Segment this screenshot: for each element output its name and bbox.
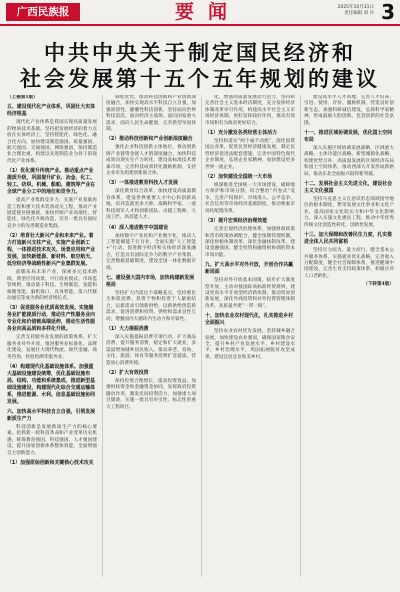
section-heading: （3）一体推进教育科技人才发展: [106, 180, 178, 187]
paragraph: 提高产业集群竞争力，实施产业基础再造工程和重大技术装备攻关工程，推动产业链延链补链强链，加快传统产业高端化、智能化、绿色化升级改造，培育一批具有国际竞争力的先进制造业集群。: [7, 198, 97, 229]
article-column-4: [304, 95, 394, 577]
section-heading: 十二、发展社会主义先进文化，建设社会主义文化强国: [304, 181, 393, 195]
newspaper-logo: 广西民族报: [6, 3, 80, 21]
section-heading: （1）优化提升传统产业。推动重点产业提质升级，巩固提升矿业、冶金、化工、轻工、纺织、机械、船舶、建筑等产业在全球产业分工中的地位和竞争力。: [7, 168, 96, 196]
issue-info: [338, 5, 374, 17]
section-heading: （1）加强原始创新和关键核心技术攻关: [7, 459, 94, 466]
paragraph: 化，增强高质量发展动力活力，坚持和完善社会主义基本经济制度，充分发挥经济体制改革牵引作用，构建高水平社会主义市场经济体制，更好发挥政府作用，推动有效市场和有为政府更好结合。: [205, 95, 295, 126]
article-column-2: [106, 95, 196, 577]
section-heading: 十三、加大保障和改善民生力度，扎实推进全体人民共同富裕: [304, 232, 393, 246]
paragraph: 坚持马克思主义在意识形态领域指导地位的根本制度，繁荣发展文化事业和文化产业，提高国家文化软实力和中华文化影响力，深入实施文化惠民工程，推动中华优秀传统文化创造性转化、创新性发展。: [304, 197, 394, 228]
masthead-divider: [0, 24, 400, 26]
section-heading: 六、加快高水平科技自立自强，引领发展新质生产力: [7, 408, 96, 422]
issue-editor: 责任编辑 刘 丹: [344, 11, 374, 16]
article-column-1: [7, 95, 97, 577]
paragraph: 制度优势，推动科技创新和产业创新深度融合，加快实现高水平科技自立自强，加强原创性、颠覆性科技创新，坚持面向世界科技前沿、面向经济主战场、面向国家重大需求、面向人民生命健康，完善新型举国体制。: [106, 95, 196, 133]
paragraph: 完善支持服务业发展的政策体系，扩大服务业对外开放，推进服务业标准化、品牌化建设，发展壮大现代物流、现代金融、商务咨询、检验检测等服务业。: [7, 335, 97, 360]
paragraph: 科技创新是发展新质生产力的核心要素。抢抓新一轮科技革命和产业变革历史机遇，统筹教育强国、科技强国、人才强国建设，提升国家创新体系整体效能，全面增强自主创新能力。: [7, 424, 97, 456]
paragraph: 坚持农业农村优先发展，坚持城乡融合发展，加快建设农业强国，确保国家粮食安全，提升乡村产业发展水平、乡村建设水平、乡村治理水平，巩固拓展脱贫攻坚成果，建设宜居宜业和美乡村。: [205, 329, 295, 360]
paragraph: 坚持对外开放基本国策，稳步扩大制度型开放，主动对接国际高标准经贸规则，建设更高水平开放型经济新体制，推动贸易创新发展，深化外商投资和对外投资管理体制改革，高质量共建“一带一路”。: [205, 278, 295, 309]
paragraph: 完善宏观经济治理体系，加强财政政策和货币政策协调配合，健全预期管理机制，深化财税体制改革，深化金融体制改革，建设金融强国，健全投资和融资相协调的资本市场功能。: [205, 227, 295, 258]
continuation-note: （上接第1版）: [7, 95, 38, 100]
issue-date: 2025年10月31日: [337, 5, 374, 10]
paragraph: 强化企业科技创新主体地位，推动创新链产业链资金链人才链深度融合，加快科技成果向现实生产力转化，建设高标准技术要素市场，完善科技成果转化激励机制，支持企业牵头组建创新联合体。: [106, 145, 196, 177]
article-column-3: [205, 95, 295, 577]
section-heading: （2）加快建设全国统一大市场: [205, 174, 272, 181]
paragraph: 深入实施区域协调发展战略、区域重大战略、主体功能区战略、新型城镇化战略，构建优势互补、高质量发展的区域经济布局和国土空间体系，推动西部大开发形成新格局，推动东北全面振兴取得新突破。: [304, 146, 394, 177]
paragraph: 加快数字产业化和产业数字化，推动人工智能赋能千行百业，全面实施“人工智能+”行动，促进数字经济和实体经济深度融合，打造具有国际竞争力的数字产业集群，完善数据基础制度，建设全国一体化数据市场。: [106, 233, 196, 271]
section-heading: （1）充分激发各类经营主体活力: [205, 130, 277, 137]
paragraph: 保持投资合理增长，提高投资效益，加强财政资金和金融资金协同，发挥政府投资撬动作用，激发民间投资活力，加强重大项目储备，实施一批具有牵引性、标志性的重大工程项目。: [106, 379, 196, 410]
section-heading: （1）大力提振消费: [106, 325, 149, 332]
section-heading: 七、建设强大国内市场，加快构建新发展格局: [106, 274, 195, 288]
masthead: [0, 0, 400, 24]
paragraph: 深入实施提振消费专项行动，扩大商品消费，提升服务消费，稳定和扩大就业，多渠道增加城乡居民收入，推动养老、育幼、文化、旅游、体育等服务消费扩容提质，营造放心消费环境。: [106, 334, 196, 366]
section-heading: 十一、推进区域协调发展，优化国土空间布局: [304, 130, 393, 144]
paragraph: 现代化产业体系是我国实现高质量发展的物质技术基础。坚持把发展经济的着力点放在实体经济上，坚持智能化、绿色化、融合化方向，加快建设制造强国、质量强国、航天强国、交通强国、网络强国，保持制造业合理比重，构建以先进制造业为骨干的现代化产业体系。: [7, 120, 97, 164]
article-body: [7, 95, 393, 577]
section-heading: （4）构建现代化基础设施体系。加强重大基础设施建设统筹，优化基础设施布局、结构、功能和系统集成，推进新型基础设施建设，构建现代化综合交通运输体系，推进能源、水利、信息基础设施协同发展。: [7, 363, 96, 405]
paragraph: 坚持扩大内需这个战略基点，坚持惠民生和促消费、投资于物和投资于人紧密结合，以新需求引领新供给，以新供给创造新需求，促进消费和投资、供给和需求良性互动，增强国内大循环内生动力和可靠性。: [106, 290, 196, 322]
headline-line-2: 社会发展第十五个五年规划的建议: [20, 67, 380, 91]
section-heading: 五、建设现代化产业体系，巩固壮大实体经济根基: [7, 104, 96, 118]
section-heading: 九、扩大高水平对外开放，开创合作共赢新局面: [205, 262, 294, 276]
section-heading: 十、加快农业农村现代化，扎实推进乡村全面振兴: [205, 313, 294, 327]
headline-line-1: 中共中央关于制定国民经济和: [44, 41, 356, 65]
paragraph: 建设高水平人才高地，完善人才培养、引进、使用、评价、激励机制，营造良好创新生态，加强科研诚信建设，弘扬科学家精神，形成鼓励大胆创新、包容创新的社会氛围。: [304, 95, 394, 126]
page-number: 3: [381, 0, 395, 24]
section-heading: （4）深入推进数字中国建设: [106, 224, 169, 231]
section-heading: （2）推动科技创新和产业创新深度融合: [106, 136, 193, 143]
continued-note: （下转第4版）: [363, 282, 394, 288]
paragraph: 前瞻布局未来产业，探索多元技术路线、典型应用场景、可行商业模式、市场监管规则，推动量子科技、生物制造、氢能和核聚变能、脑机接口、具身智能、第六代移动通信等成为新的经济增长点。: [7, 270, 97, 301]
section-heading: （3）促进服务业优质高效发展。实施服务业扩能提质行动，推动生产性服务业向专业化和价值链高端延伸，推动生活性服务业向高品质和多样化升级。: [7, 305, 96, 333]
paragraph: 坚持和落实“两个毫不动摇”，深化国资国企改革，促进民营经济健康发展，制定民营经济促进法配套措施，完善中国特色现代企业制度，弘扬企业家精神，加快建设更多世界一流企业。: [205, 139, 295, 170]
section-heading: （3）提升宏观经济治理效能: [205, 218, 268, 225]
section-heading: （2）培育壮大新兴产业和未来产业。着力打造新兴支柱产业，实施产业创新工程，一体推进技术攻关、场景应用和产业发展，加快新能源、新材料、航空航天、低空经济等战略性新兴产业集群发展。: [7, 233, 96, 268]
paragraph: 纵深推进全国统一大市场建设，破除地方保护和市场分割，综合整治“内卷式”竞争，完善产权保护、市场准入、公平竞争、社会信用等市场经济基础制度，推动要素市场化配置改革。: [205, 183, 295, 214]
paragraph: 坚持尽力而为、量力而行，健全基本公共服务体系，实施就业优先战略，完善收入分配制度，健全社会保障体系，推进健康中国建设，完善生育支持政策体系，积极应对人口老龄化。: [304, 248, 394, 279]
paragraph: 深化教育综合改革，加快建设高质量教育体系，建设世界重要人才中心和创新高地，培养造就更多大师、战略科学家、一流科技领军人才和创新团队、卓越工程师、大国工匠、高技能人才。: [106, 189, 196, 221]
section-heading: （2）扩大有效投资: [106, 370, 149, 376]
section-title: 要闻: [175, 1, 242, 23]
